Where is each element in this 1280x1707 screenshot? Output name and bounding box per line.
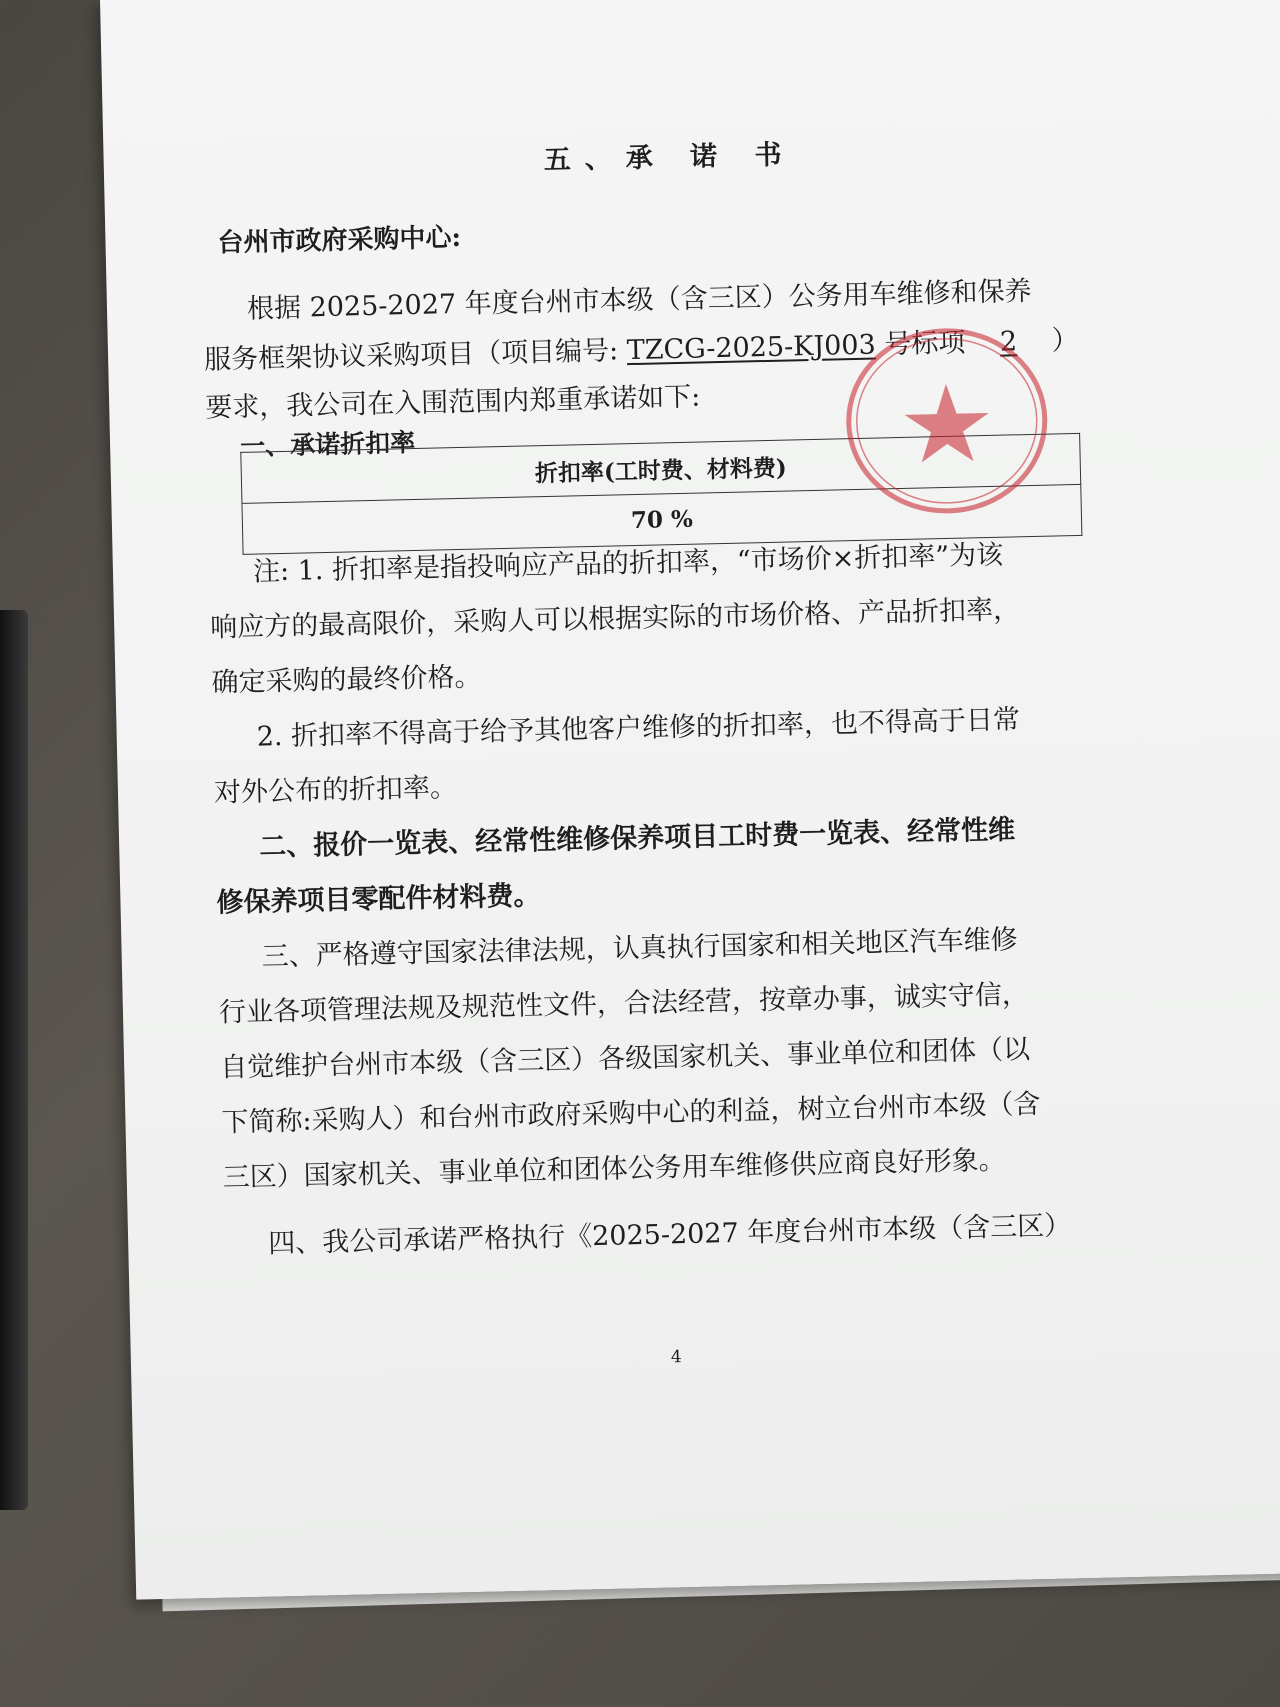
intro-line-3: 要求，我公司在入围范围内郑重承诺如下: xyxy=(204,381,701,424)
section2-line-2: 修保养项目零配件材料费。 xyxy=(216,880,541,919)
section4-line-1: 四、我公司承诺严格执行《2025-2027 年度台州市本级（含三区） xyxy=(267,1210,1072,1260)
note-line-2: 响应方的最高限价，采购人可以根据实际的市场价格、产品折扣率， xyxy=(209,594,1021,644)
intro-line-1: 根据 2025-2027 年度台州市本级（含三区）公务用车维修和保养 xyxy=(246,275,1032,325)
project-code: TZCG-2025-KJ003 xyxy=(626,329,877,367)
section3-line-2: 行业各项管理法规及规范性文件，合法经营，按章办事，诚实守信， xyxy=(218,979,1030,1029)
section1-heading: 一、承诺折扣率 xyxy=(239,427,416,461)
section2-line-1: 二、报价一览表、经常性维修保养项目工时费一览表、经常性维 xyxy=(258,814,1016,863)
discount-rate-value: 70 % xyxy=(242,484,1082,554)
note-line-3: 确定采购的最终价格。 xyxy=(211,661,482,699)
lot-number: 2 xyxy=(999,326,1018,358)
section3-line-5: 三区）国家机关、事业单位和团体公务用车维修供应商良好形象。 xyxy=(222,1144,1006,1194)
note-line-4: 2. 折扣率不得高于给予其他客户维修的折扣率，也不得高于日常 xyxy=(256,704,1021,753)
note-line-5: 对外公布的折扣率。 xyxy=(213,772,458,809)
page-number: 4 xyxy=(670,1347,682,1368)
intro-line-2-prefix: 服务框架协议采购项目（项目编号: xyxy=(203,335,619,376)
company-seal xyxy=(843,324,1052,519)
note-line-1: 注: 1. 折扣率是指投响应产品的折扣率，“市场价×折扣率”为该 xyxy=(252,539,1004,588)
document-page xyxy=(100,0,1280,1600)
section3-line-1: 三、严格遵守国家法律法规，认真执行国家和相关地区汽车维修 xyxy=(261,924,1018,973)
intro-line-2-suffix: ） xyxy=(1051,324,1079,357)
section3-line-3: 自觉维护台州市本级（含三区）各级国家机关、事业单位和团体（以 xyxy=(219,1034,1031,1084)
addressee: 台州市政府采购中心: xyxy=(217,222,462,259)
book-edge xyxy=(0,610,28,1510)
discount-table-header: 折扣率(工时费、材料费) xyxy=(241,433,1081,503)
intro-line-2-mid: 号标项 xyxy=(883,327,966,361)
section3-line-4: 下简称:采购人）和台州市政府采购中心的利益，树立台州市本级（含 xyxy=(221,1088,1041,1139)
document-title: 五、承 诺 书 xyxy=(543,139,796,176)
